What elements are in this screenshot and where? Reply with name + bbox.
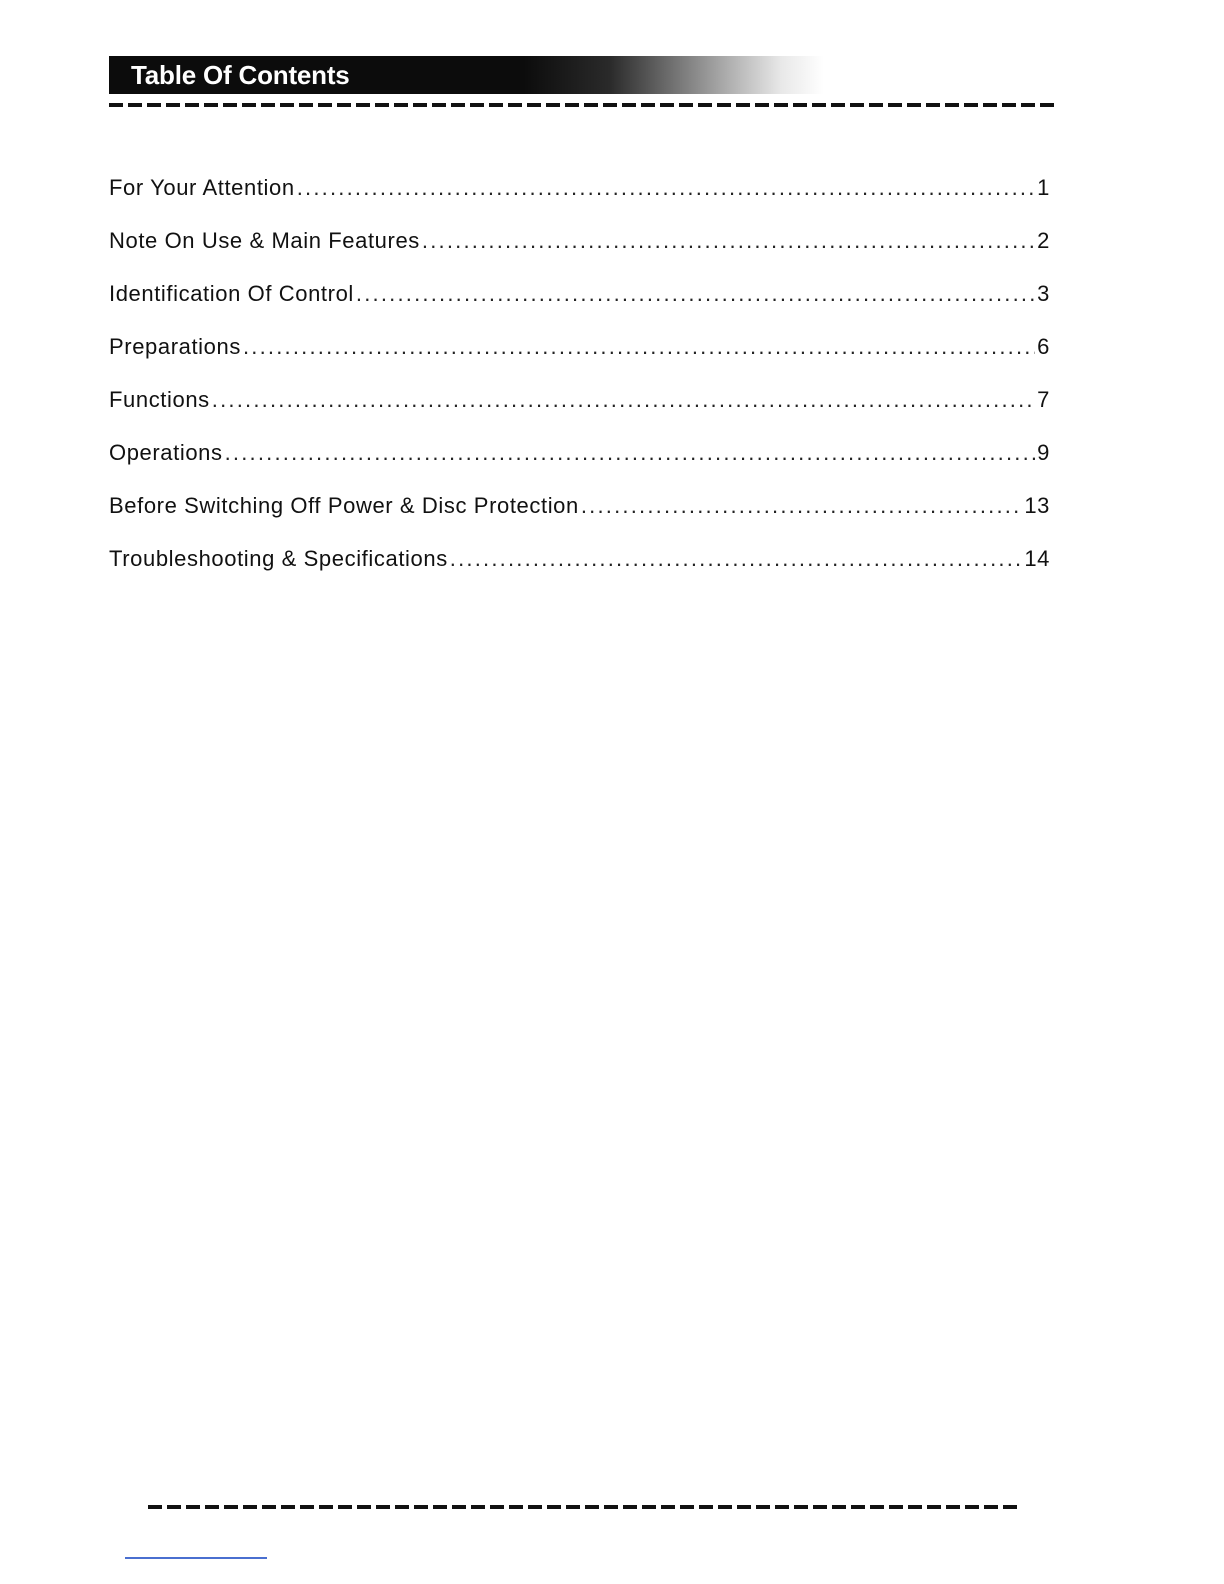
toc-entry-page: 7 (1037, 387, 1050, 412)
toc-entry-page: 14 (1024, 546, 1050, 571)
top-dashed-divider (109, 103, 1059, 107)
dot-leader (243, 329, 1035, 365)
toc-entry-page: 9 (1037, 440, 1050, 465)
footer-link-underline (125, 1557, 267, 1559)
table-of-contents (109, 170, 1050, 594)
dot-leader (212, 382, 1035, 418)
dot-leader (422, 223, 1035, 259)
toc-entry[interactable] (109, 435, 1050, 488)
toc-entry-label: Operations (109, 440, 223, 465)
toc-entry-page: 13 (1024, 493, 1050, 518)
toc-entry[interactable] (109, 276, 1050, 329)
dot-leader (297, 170, 1035, 206)
toc-entry-page: 2 (1037, 228, 1050, 253)
toc-entry[interactable] (109, 382, 1050, 435)
dot-leader (581, 488, 1022, 524)
toc-entry-label: Troubleshooting & Specifications (109, 546, 448, 571)
dot-leader (225, 435, 1036, 471)
toc-entry-label: Functions (109, 387, 210, 412)
toc-entry[interactable] (109, 541, 1050, 594)
toc-entry-label: Before Switching Off Power & Disc Protection (109, 493, 579, 518)
bottom-dashed-divider (148, 1505, 1018, 1509)
toc-entry-label: Preparations (109, 334, 241, 359)
toc-entry-label: For Your Attention (109, 175, 295, 200)
toc-entry-label: Note On Use & Main Features (109, 228, 420, 253)
toc-entry-page: 6 (1037, 334, 1050, 359)
toc-entry[interactable] (109, 170, 1050, 223)
toc-entry[interactable] (109, 223, 1050, 276)
toc-entry[interactable] (109, 488, 1050, 541)
dot-leader (356, 276, 1035, 312)
toc-entry-label: Identification Of Control (109, 281, 354, 306)
toc-entry[interactable] (109, 329, 1050, 382)
toc-entry-page: 3 (1037, 281, 1050, 306)
page-title: Table Of Contents (131, 60, 350, 90)
section-header-bar (109, 56, 824, 94)
toc-entry-page: 1 (1037, 175, 1050, 200)
dot-leader (450, 541, 1023, 577)
